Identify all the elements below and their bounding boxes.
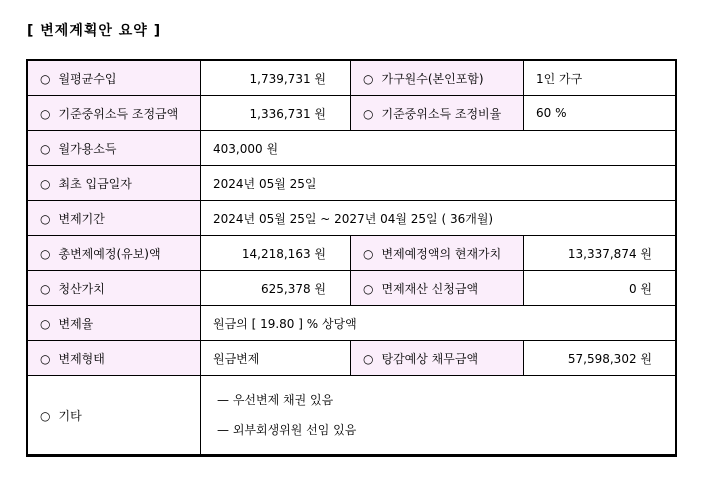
- value-expected-debt-forgiven: 57,598,302 원: [524, 341, 677, 376]
- table-row: [28, 306, 677, 341]
- page-title: [ 변제계획안 요약 ]: [27, 23, 162, 39]
- label-exempt-property: 면제재산 신청금액: [381, 281, 479, 296]
- circle-bullet: ○: [40, 408, 51, 423]
- label-cell: [28, 341, 201, 376]
- label-cell: [28, 166, 201, 201]
- value-disposable-income: 403,000 원: [201, 131, 677, 166]
- circle-bullet: ○: [363, 106, 374, 121]
- label-cell: [351, 61, 524, 96]
- label-cell: [28, 61, 201, 96]
- label-cell: [28, 376, 201, 455]
- circle-bullet: ○: [40, 106, 51, 121]
- value-present-value: 13,337,874 원: [524, 236, 677, 271]
- value-median-income-ratio: 60 %: [524, 96, 677, 131]
- label-total-repayment: 총변제예정(유보)액: [58, 246, 161, 261]
- label-cell: [28, 201, 201, 236]
- value-total-repayment: 14,218,163 원: [201, 236, 351, 271]
- value-repayment-type: 원금변제: [201, 341, 351, 376]
- circle-bullet: ○: [40, 211, 51, 226]
- value-first-deposit-date: 2024년 05월 25일: [201, 166, 677, 201]
- label-repayment-type: 변제형태: [58, 351, 105, 366]
- value-repayment-period: 2024년 05월 25일 ~ 2027년 04월 25일 ( 36개월): [201, 201, 677, 236]
- table-row: [28, 341, 677, 376]
- table-row: [28, 271, 677, 306]
- label-first-deposit-date: 최초 입금일자: [58, 176, 132, 191]
- label-median-income-amount: 기준중위소득 조정금액: [58, 106, 179, 121]
- label-other: 기타: [58, 408, 82, 423]
- table-row: [28, 61, 677, 96]
- label-cell: [28, 271, 201, 306]
- note-external-trustee: — 외부회생위원 선임 있음: [217, 423, 357, 437]
- summary-table: [27, 60, 677, 455]
- label-repayment-rate: 변제율: [58, 316, 94, 331]
- label-monthly-income: 월평균수입: [58, 71, 117, 86]
- circle-bullet: ○: [363, 71, 374, 86]
- circle-bullet: ○: [40, 316, 51, 331]
- circle-bullet: ○: [40, 351, 51, 366]
- table-row: [28, 166, 677, 201]
- label-cell: [28, 96, 201, 131]
- circle-bullet: ○: [40, 176, 51, 191]
- label-cell: [351, 271, 524, 306]
- label-liquidation-value: 청산가치: [58, 281, 105, 296]
- label-cell: [351, 341, 524, 376]
- circle-bullet: ○: [40, 141, 51, 156]
- value-median-income-amount: 1,336,731 원: [201, 96, 351, 131]
- circle-bullet: ○: [40, 281, 51, 296]
- label-cell: [351, 236, 524, 271]
- circle-bullet: ○: [363, 246, 374, 261]
- label-present-value: 변제예정액의 현재가치: [381, 246, 502, 261]
- label-cell: [28, 306, 201, 341]
- value-exempt-property: 0 원: [524, 271, 677, 306]
- label-cell: [28, 236, 201, 271]
- circle-bullet: ○: [363, 351, 374, 366]
- label-cell: [28, 131, 201, 166]
- value-monthly-income: 1,739,731 원: [201, 61, 351, 96]
- note-priority-claim: — 우선변제 채권 있음: [217, 393, 334, 407]
- value-other: [201, 376, 677, 455]
- label-median-income-ratio: 기준중위소득 조정비율: [381, 106, 502, 121]
- value-household-size: 1인 가구: [524, 61, 677, 96]
- label-disposable-income: 월가용소득: [58, 141, 117, 156]
- label-expected-debt-forgiven: 탕감예상 채무금액: [381, 351, 479, 366]
- table-row: [28, 376, 677, 455]
- value-liquidation-value: 625,378 원: [201, 271, 351, 306]
- table-row: [28, 96, 677, 131]
- table-row: [28, 236, 677, 271]
- label-repayment-period: 변제기간: [58, 211, 105, 226]
- label-cell: [351, 96, 524, 131]
- table-row: [28, 131, 677, 166]
- circle-bullet: ○: [363, 281, 374, 296]
- label-household-size: 가구원수(본인포함): [381, 71, 484, 86]
- circle-bullet: ○: [40, 246, 51, 261]
- value-repayment-rate: 원금의 [ 19.80 ] % 상당액: [201, 306, 677, 341]
- table-row: [28, 201, 677, 236]
- circle-bullet: ○: [40, 71, 51, 86]
